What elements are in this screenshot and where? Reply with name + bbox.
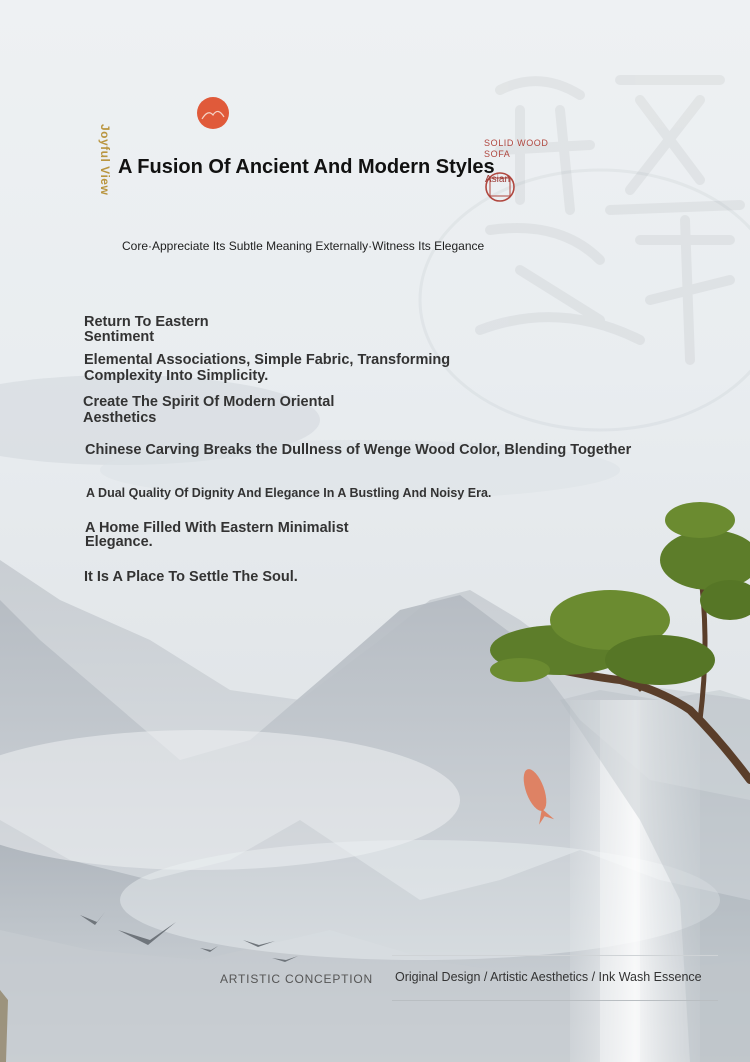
stamp-text: Asian (485, 174, 511, 185)
content-line: A Dual Quality Of Dignity And Elegance In A Bustling And Noisy Era. (86, 486, 492, 500)
content-line: Chinese Carving Breaks the Dullness of Wenge Wood Color, Blending Together (85, 442, 632, 458)
footer-divider (392, 1000, 718, 1001)
subtitle: Core·Appreciate Its Subtle Meaning Externally·Witness Its Elegance (122, 239, 485, 253)
calligraphy-watermark (480, 80, 740, 360)
content-line: A Home Filled With Eastern Minimalist Elegance. (85, 520, 349, 550)
page-title: A Fusion Of Ancient And Modern Styles (118, 156, 495, 178)
sun-icon (196, 97, 232, 131)
content-line: Elemental Associations, Simple Fabric, Transforming Complexity Into Simplicity. (84, 352, 451, 384)
vertical-label: Joyful View (98, 124, 112, 196)
content-line: Create The Spirit Of Modern Oriental Aesthetics (83, 394, 335, 426)
footer-left-label: ARTISTIC CONCEPTION (220, 972, 373, 986)
product-tag (484, 138, 549, 160)
product-tag-line-2: SOFA (484, 149, 511, 159)
content-line: It Is A Place To Settle The Soul. (84, 569, 298, 585)
footer-divider-top (392, 955, 718, 956)
product-tag-line-1: SOLID WOOD (484, 138, 549, 148)
footer-right-label: Original Design / Artistic Aesthetics / Ink Wash Essence (395, 970, 702, 984)
content-line: Return To Eastern Sentiment (84, 314, 209, 345)
